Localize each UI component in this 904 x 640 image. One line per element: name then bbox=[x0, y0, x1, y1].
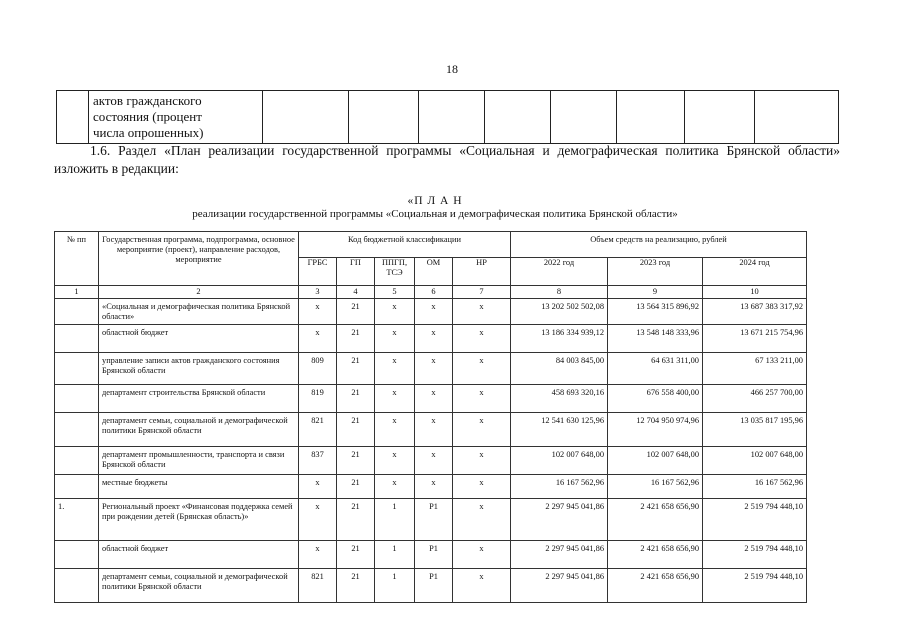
row-number bbox=[55, 569, 99, 603]
column-number: 2 bbox=[99, 286, 299, 299]
row-gp: 21 bbox=[337, 499, 375, 541]
row-om: х bbox=[415, 447, 453, 475]
row-om: х bbox=[415, 299, 453, 325]
empty-cell bbox=[263, 91, 349, 144]
table-row bbox=[55, 385, 807, 413]
column-number: 6 bbox=[415, 286, 453, 299]
row-grbs: 819 bbox=[299, 385, 337, 413]
row-amount-2022: 84 003 845,00 bbox=[511, 353, 608, 385]
empty-cell bbox=[419, 91, 485, 144]
row-gp: 21 bbox=[337, 353, 375, 385]
row-ppgp: х bbox=[375, 413, 415, 447]
row-nr: х bbox=[453, 299, 511, 325]
row-amount-2023: 676 558 400,00 bbox=[608, 385, 703, 413]
row-number bbox=[55, 475, 99, 499]
row-ppgp: 1 bbox=[375, 499, 415, 541]
plan-table bbox=[54, 231, 807, 603]
continuation-text-cell bbox=[89, 91, 263, 144]
row-amount-2024: 13 671 215 754,96 bbox=[703, 325, 807, 353]
row-om: х bbox=[415, 475, 453, 499]
row-number bbox=[55, 385, 99, 413]
column-number: 5 bbox=[375, 286, 415, 299]
row-om: х bbox=[415, 353, 453, 385]
row-name: департамент семьи, социальной и демографической политики Брянской области bbox=[99, 569, 299, 603]
row-number bbox=[55, 353, 99, 385]
row-amount-2023: 102 007 648,00 bbox=[608, 447, 703, 475]
empty-cell bbox=[551, 91, 617, 144]
header-row-1 bbox=[55, 232, 807, 258]
column-number: 8 bbox=[511, 286, 608, 299]
row-name: департамент семьи, социальной и демографической политики Брянской области bbox=[99, 413, 299, 447]
column-number: 4 bbox=[337, 286, 375, 299]
row-amount-2024: 13 687 383 317,92 bbox=[703, 299, 807, 325]
empty-cell bbox=[685, 91, 755, 144]
table-row bbox=[55, 499, 807, 541]
row-ppgp: 1 bbox=[375, 541, 415, 569]
row-amount-2024: 67 133 211,00 bbox=[703, 353, 807, 385]
row-amount-2023: 13 564 315 896,92 bbox=[608, 299, 703, 325]
continuation-line: актов гражданского bbox=[93, 93, 202, 108]
continuation-row bbox=[57, 91, 839, 144]
row-amount-2024: 466 257 700,00 bbox=[703, 385, 807, 413]
row-nr: х bbox=[453, 385, 511, 413]
row-gp: 21 bbox=[337, 569, 375, 603]
row-ppgp: 1 bbox=[375, 569, 415, 603]
row-ppgp: х bbox=[375, 475, 415, 499]
row-amount-2023: 2 421 658 656,90 bbox=[608, 499, 703, 541]
empty-cell bbox=[485, 91, 551, 144]
table-row bbox=[55, 569, 807, 603]
row-amount-2023: 13 548 148 333,96 bbox=[608, 325, 703, 353]
column-number: 9 bbox=[608, 286, 703, 299]
header-nr: НР bbox=[453, 258, 511, 286]
row-name: управление записи актов гражданского состояния Брянской области bbox=[99, 353, 299, 385]
continuation-num-cell bbox=[57, 91, 89, 144]
row-gp: 21 bbox=[337, 325, 375, 353]
header-om: ОМ bbox=[415, 258, 453, 286]
row-amount-2022: 12 541 630 125,96 bbox=[511, 413, 608, 447]
row-ppgp: х bbox=[375, 353, 415, 385]
row-grbs: 821 bbox=[299, 413, 337, 447]
plan-subtitle: реализации государственной программы «Социальная и демографическая политика Брянской области» bbox=[192, 208, 678, 220]
row-number bbox=[55, 299, 99, 325]
row-gp: 21 bbox=[337, 385, 375, 413]
row-om: х bbox=[415, 385, 453, 413]
row-om: х bbox=[415, 325, 453, 353]
row-name: департамент промышленности, транспорта и связи Брянской области bbox=[99, 447, 299, 475]
row-number bbox=[55, 541, 99, 569]
row-gp: 21 bbox=[337, 447, 375, 475]
row-amount-2022: 13 186 334 939,12 bbox=[511, 325, 608, 353]
row-ppgp: х bbox=[375, 325, 415, 353]
plan-title-word: «П Л А Н bbox=[407, 195, 463, 207]
row-amount-2023: 16 167 562,96 bbox=[608, 475, 703, 499]
row-name: местные бюджеты bbox=[99, 475, 299, 499]
continuation-line: числа опрошенных) bbox=[93, 125, 204, 140]
row-amount-2024: 2 519 794 448,10 bbox=[703, 541, 807, 569]
row-grbs: х bbox=[299, 499, 337, 541]
header-grbs: ГРБС bbox=[299, 258, 337, 286]
row-amount-2022: 102 007 648,00 bbox=[511, 447, 608, 475]
header-2024: 2024 год bbox=[703, 258, 807, 286]
row-amount-2024: 16 167 562,96 bbox=[703, 475, 807, 499]
row-number bbox=[55, 413, 99, 447]
row-nr: х bbox=[453, 569, 511, 603]
header-gp: ГП bbox=[337, 258, 375, 286]
table-row bbox=[55, 541, 807, 569]
row-amount-2024: 102 007 648,00 bbox=[703, 447, 807, 475]
column-number-row bbox=[55, 286, 807, 299]
header-ppgp: ППГП, ТСЭ bbox=[375, 258, 415, 286]
row-gp: 21 bbox=[337, 413, 375, 447]
empty-cell bbox=[617, 91, 685, 144]
row-nr: х bbox=[453, 475, 511, 499]
empty-cell bbox=[755, 91, 839, 144]
header-budget-class: Код бюджетной классификации bbox=[299, 232, 511, 258]
row-ppgp: х bbox=[375, 385, 415, 413]
plan-title bbox=[0, 195, 870, 221]
row-amount-2022: 2 297 945 041,86 bbox=[511, 499, 608, 541]
column-number: 10 bbox=[703, 286, 807, 299]
table-row bbox=[55, 353, 807, 385]
table-row bbox=[55, 447, 807, 475]
row-nr: х bbox=[453, 447, 511, 475]
column-number: 3 bbox=[299, 286, 337, 299]
column-number: 7 bbox=[453, 286, 511, 299]
table-row bbox=[55, 299, 807, 325]
row-grbs: 809 bbox=[299, 353, 337, 385]
row-gp: 21 bbox=[337, 299, 375, 325]
row-amount-2023: 12 704 950 974,96 bbox=[608, 413, 703, 447]
row-name: департамент строительства Брянской области bbox=[99, 385, 299, 413]
header-2023: 2023 год bbox=[608, 258, 703, 286]
row-nr: х bbox=[453, 353, 511, 385]
row-number: 1. bbox=[55, 499, 99, 541]
row-amount-2022: 2 297 945 041,86 bbox=[511, 541, 608, 569]
row-amount-2024: 2 519 794 448,10 bbox=[703, 569, 807, 603]
row-amount-2023: 64 631 311,00 bbox=[608, 353, 703, 385]
section-paragraph: 1.6. Раздел «План реализации государственной программы «Социальная и демографическая политика Брянской области» изложить в редакции: bbox=[54, 143, 840, 176]
row-nr: х bbox=[453, 541, 511, 569]
row-name: областной бюджет bbox=[99, 325, 299, 353]
row-amount-2024: 2 519 794 448,10 bbox=[703, 499, 807, 541]
row-amount-2022: 13 202 502 502,08 bbox=[511, 299, 608, 325]
row-nr: х bbox=[453, 499, 511, 541]
row-nr: х bbox=[453, 325, 511, 353]
row-gp: 21 bbox=[337, 475, 375, 499]
row-grbs: х bbox=[299, 299, 337, 325]
row-grbs: х bbox=[299, 475, 337, 499]
continuation-line: состояния (процент bbox=[93, 109, 202, 124]
column-number: 1 bbox=[55, 286, 99, 299]
row-om: х bbox=[415, 413, 453, 447]
header-2022: 2022 год bbox=[511, 258, 608, 286]
row-grbs: 837 bbox=[299, 447, 337, 475]
header-name: Государственная программа, подпрограмма, основное мероприятие (проект), направление расходов, мероприятие bbox=[99, 232, 299, 286]
table-row bbox=[55, 325, 807, 353]
row-om: Р1 bbox=[415, 569, 453, 603]
row-amount-2023: 2 421 658 656,90 bbox=[608, 541, 703, 569]
header-volume: Объем средств на реализацию, рублей bbox=[511, 232, 807, 258]
row-number bbox=[55, 325, 99, 353]
row-om: Р1 bbox=[415, 499, 453, 541]
row-nr: х bbox=[453, 413, 511, 447]
row-grbs: х bbox=[299, 541, 337, 569]
row-amount-2024: 13 035 817 195,96 bbox=[703, 413, 807, 447]
row-gp: 21 bbox=[337, 541, 375, 569]
row-ppgp: х bbox=[375, 447, 415, 475]
row-grbs: 821 bbox=[299, 569, 337, 603]
table-row bbox=[55, 413, 807, 447]
row-name: областной бюджет bbox=[99, 541, 299, 569]
row-ppgp: х bbox=[375, 299, 415, 325]
row-name: Региональный проект «Финансовая поддержка семей при рождении детей (Брянская область)» bbox=[99, 499, 299, 541]
empty-cell bbox=[349, 91, 419, 144]
table-row bbox=[55, 475, 807, 499]
row-amount-2023: 2 421 658 656,90 bbox=[608, 569, 703, 603]
row-grbs: х bbox=[299, 325, 337, 353]
row-name: «Социальная и демографическая политика Брянской области» bbox=[99, 299, 299, 325]
header-num: № пп bbox=[55, 232, 99, 286]
row-om: Р1 bbox=[415, 541, 453, 569]
continuation-table bbox=[56, 90, 839, 144]
row-amount-2022: 16 167 562,96 bbox=[511, 475, 608, 499]
row-amount-2022: 2 297 945 041,86 bbox=[511, 569, 608, 603]
row-number bbox=[55, 447, 99, 475]
page-number: 18 bbox=[446, 62, 458, 76]
row-amount-2022: 458 693 320,16 bbox=[511, 385, 608, 413]
